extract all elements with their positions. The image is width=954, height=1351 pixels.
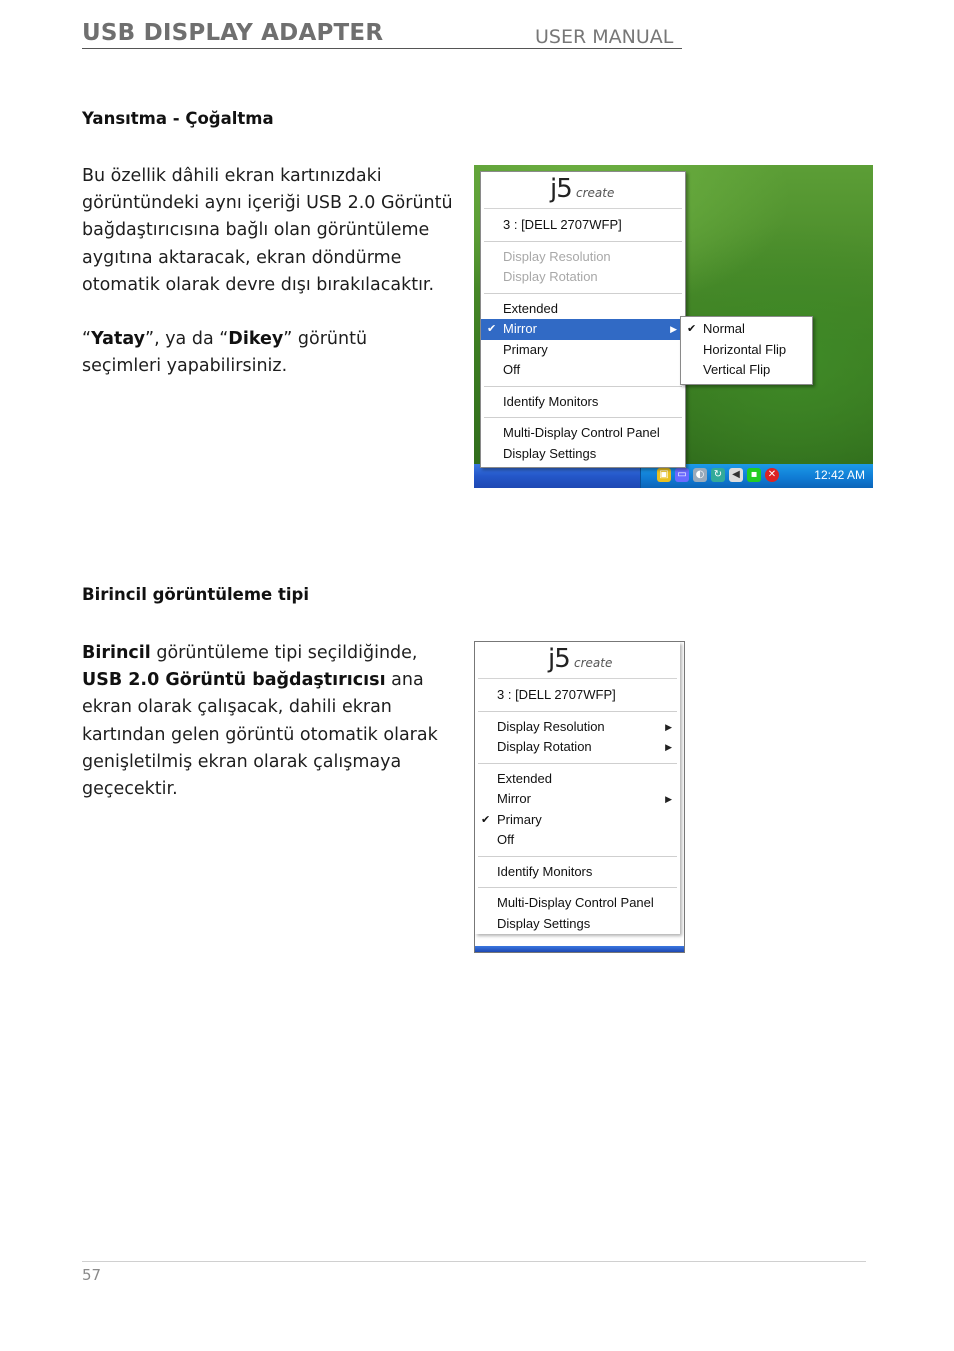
section1-paragraph1: Bu özellik dâhili ekran kartınızdaki görüntündeki aynı içeriği USB 2.0 Görüntü bağdaştırıcısına bağlı olan görüntüleme aygıtına aktaracak, ekran döndürme otomatik olarak devre dışı bırakılacaktır. — [82, 166, 453, 295]
menu-item-identify-monitors[interactable]: Identify Monitors — [497, 863, 593, 879]
screenshot-primary-menu — [474, 641, 685, 953]
menu-item-monitor[interactable]: 3 : [DELL 2707WFP] — [503, 217, 622, 232]
adapter-name: USB 2.0 Görüntü bağdaştırıcısı — [82, 670, 386, 691]
menu-item-display-rotation: Display Rotation — [503, 269, 598, 284]
menu-item-monitor[interactable]: 3 : [DELL 2707WFP] — [497, 687, 616, 702]
page-number: 57 — [82, 1266, 102, 1284]
footer-rule — [82, 1261, 866, 1262]
update-icon[interactable]: ↻ — [711, 468, 725, 482]
section2-paragraph: Birincil görüntüleme tipi seçildiğinde, USB 2.0 Görüntü bağdaştırıcısı ana ekran olarak çalışacak, dahili ekran kartından gelen görüntü otomatik olarak genişletilmiş ekran olarak çalışmaya geçecektir. — [82, 643, 438, 800]
graphics-icon[interactable]: ▪ — [747, 468, 761, 482]
menu-item-control-panel[interactable]: Multi-Display Control Panel — [503, 425, 660, 440]
menu-item-display-rotation[interactable]: Display Rotation ▶ — [475, 737, 680, 758]
menu-item-display-settings[interactable]: Display Settings — [497, 915, 591, 931]
menu-item-mirror[interactable]: Mirror ▶ — [475, 789, 680, 810]
checkmark-icon: ✔ — [687, 323, 697, 335]
section1-body — [82, 163, 462, 380]
word-vertical: Dikey — [228, 329, 284, 350]
checkmark-icon: ✔ — [481, 813, 491, 826]
submenu-item-normal[interactable]: ✔ Normal — [681, 319, 812, 340]
section-title-primary: Birincil görüntüleme tipi — [82, 585, 310, 604]
security-icon[interactable]: ✕ — [765, 468, 779, 482]
quote-open: “ — [82, 329, 92, 350]
menu-item-display-resolution[interactable]: Display Resolution ▶ — [475, 717, 680, 738]
screenshot-mirror-menu — [474, 165, 873, 488]
section1-paragraph2 — [82, 326, 412, 380]
menu-item-extended[interactable]: Extended — [497, 770, 552, 786]
para2-end: ” görüntü seçimleri yapabilirsiniz. — [82, 329, 368, 377]
submenu-item-vertical-flip[interactable]: Vertical Flip — [703, 362, 771, 377]
header-title: USB DISPLAY ADAPTER — [82, 20, 384, 46]
menu-item-mirror[interactable]: ✔ Mirror ▶ — [481, 319, 685, 340]
mirror-submenu — [680, 316, 813, 385]
submenu-item-horizontal-flip[interactable]: Horizontal Flip — [703, 341, 787, 357]
submenu-arrow-icon: ▶ — [665, 742, 672, 752]
menu-item-identify-monitors[interactable]: Identify Monitors — [503, 393, 599, 409]
menu-item-off[interactable]: Off — [497, 832, 515, 847]
word-horizontal: Yatay — [91, 329, 145, 350]
taskbar-strip — [475, 946, 684, 952]
menu-item-display-settings[interactable]: Display Settings — [503, 445, 597, 461]
volume-icon[interactable]: ◀ — [729, 468, 743, 482]
submenu-arrow-icon: ▶ — [665, 721, 672, 732]
checkmark-icon: ✔ — [487, 323, 497, 335]
menu-item-primary[interactable]: ✔ Primary — [475, 810, 680, 831]
menu-item-display-resolution: Display Resolution — [503, 248, 611, 264]
menu-item-extended[interactable]: Extended — [503, 300, 558, 316]
menu-item-off[interactable]: Off — [503, 362, 521, 377]
monitor-icon[interactable]: ▭ — [675, 468, 689, 482]
section-title-mirror: Yansıtma - Çoğaltma — [82, 109, 274, 128]
header-rule — [82, 48, 682, 49]
menu-item-primary[interactable]: Primary — [503, 341, 548, 357]
header-subtitle: USER MANUAL — [535, 26, 674, 48]
j5create-logo: j5 create — [478, 642, 677, 679]
submenu-arrow-icon: ▶ — [670, 324, 677, 334]
section2-body — [82, 640, 442, 803]
j5create-logo: j5 create — [484, 172, 682, 209]
utility-icon[interactable]: ◐ — [693, 468, 707, 482]
context-menu — [480, 171, 686, 468]
context-menu — [475, 642, 680, 934]
menu-item-control-panel[interactable]: Multi-Display Control Panel — [497, 895, 654, 910]
taskbar-clock: 12:42 AM — [814, 468, 865, 482]
word-primary: Birincil — [82, 643, 151, 663]
para2-mid: ”, ya da “ — [145, 329, 229, 350]
network-icon[interactable]: ▣ — [657, 468, 671, 482]
submenu-arrow-icon: ▶ — [665, 794, 672, 804]
